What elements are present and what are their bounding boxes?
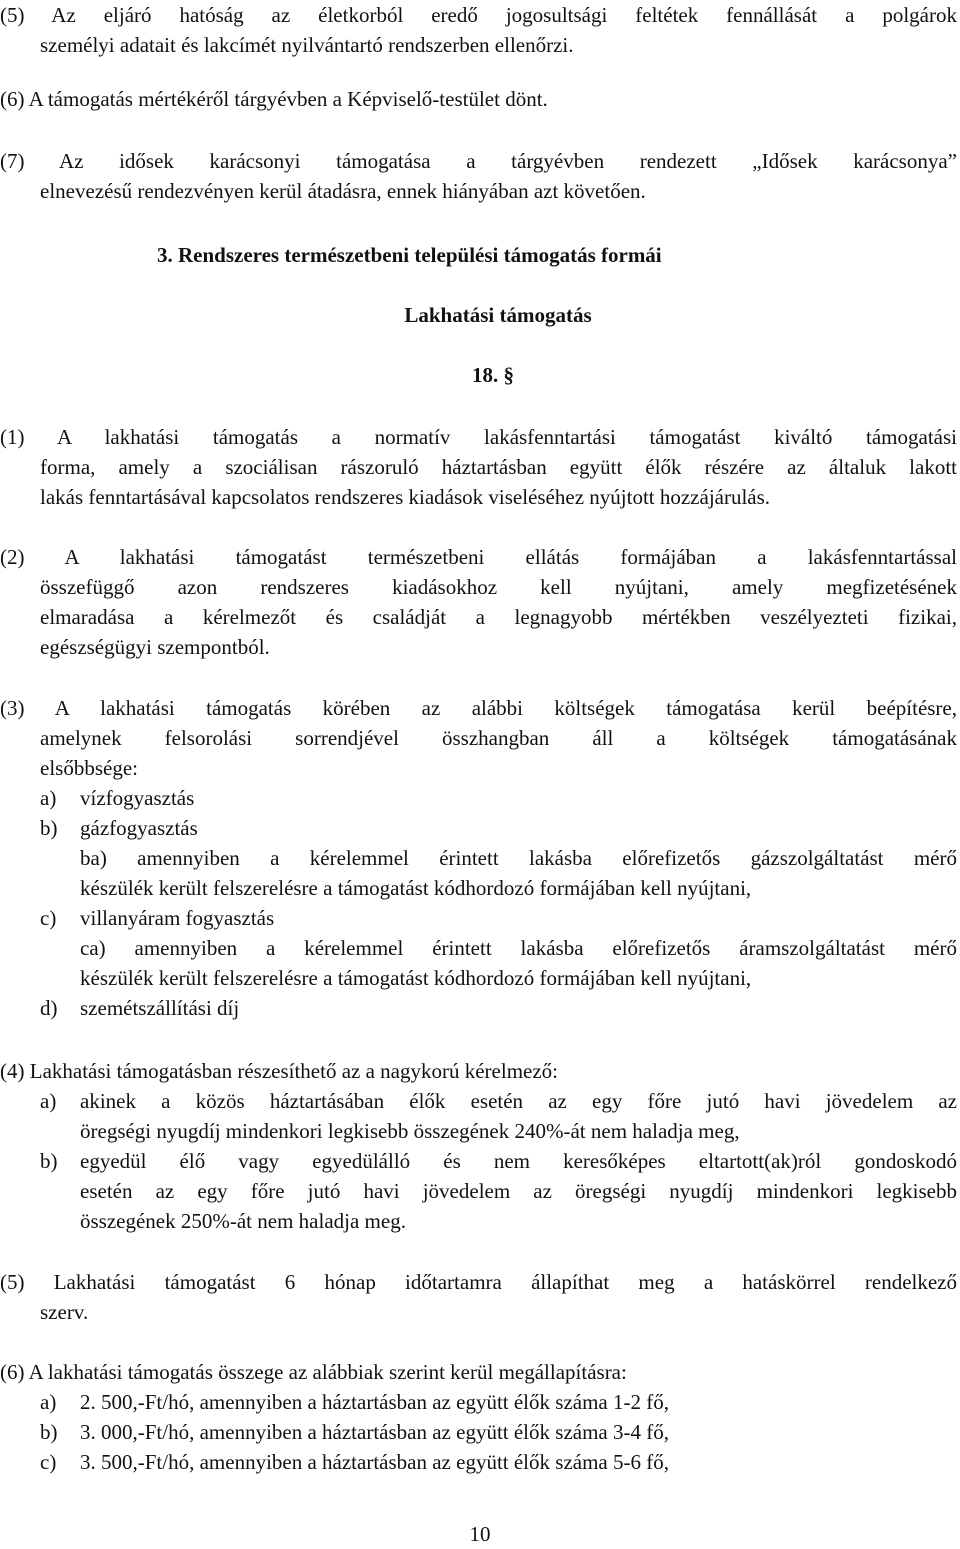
paragraph-line: amelynek felsorolási sorrendjével összhangban áll a költségek támogatásának	[40, 726, 957, 750]
list-item-continuation: esetén az egy főre jutó havi jövedelem az öregségi nyugdíj mindenkori legkisebb	[80, 1179, 957, 1203]
paragraph-line: elsőbbsége:	[40, 756, 138, 780]
list-item-text: szemétszállítási díj	[80, 996, 240, 1020]
paragraph-line: (4) Lakhatási támogatásban részesíthető az a nagykorú kérelmező:	[0, 1059, 559, 1083]
list-item-label: b)	[40, 816, 58, 840]
paragraph-1	[0, 422, 957, 512]
paragraph-line: összefüggő azon rendszeres kiadásokhoz kell nyújtani, amely megfizetésének	[40, 575, 957, 599]
list-item-text: gázfogyasztás	[80, 816, 198, 840]
list-item	[0, 1387, 957, 1417]
list-item-text: 3. 500,-Ft/hó, amennyiben a háztartásban az együtt élők száma 5-6 fő,	[80, 1450, 669, 1474]
section-heading: 3. Rendszeres természetbeni települési támogatás formái	[157, 243, 662, 267]
paragraph-line: elmaradása a kérelmezőt és családját a legnagyobb mértékben veszélyezteti fizikai,	[40, 605, 957, 629]
paragraph-5	[0, 1267, 957, 1327]
list-item-text: 3. 000,-Ft/hó, amennyiben a háztartásban az együtt élők száma 3-4 fő,	[80, 1420, 669, 1444]
paragraph-line: (6) A lakhatási támogatás összege az alábbiak szerint kerül megállapításra:	[0, 1360, 627, 1384]
list-item-text: egyedül élő vagy egyedülálló és nem keresőképes eltartott(ak)ról gondoskodó	[80, 1149, 957, 1173]
list-item	[0, 903, 957, 933]
list-item	[0, 1447, 957, 1477]
paragraph-line: (6) A támogatás mértékéről tárgyévben a Képviselő-testület dönt.	[0, 87, 548, 111]
list-item	[0, 993, 957, 1023]
list-item-label: b)	[40, 1420, 58, 1444]
list-item-text: vízfogyasztás	[80, 786, 195, 810]
paragraph-line: (7) Az idősek karácsonyi támogatása a tárgyévben rendezett „Idősek karácsonya”	[0, 149, 957, 173]
paragraph-6-previous	[0, 84, 957, 114]
sub-item-line: ca) amennyiben a kérelemmel érintett lakásba előrefizetős áramszolgáltatást mérő	[80, 936, 957, 960]
paragraph-line: lakás fenntartásával kapcsolatos rendszeres kiadások viseléséhez nyújtott hozzájárulás.	[40, 485, 771, 509]
list-item-label: b)	[40, 1149, 58, 1173]
list-item-label: d)	[40, 996, 58, 1020]
list-item	[0, 813, 957, 843]
page-number: 10	[469, 1522, 491, 1546]
paragraph-2	[0, 542, 957, 662]
list-item-label: c)	[40, 906, 57, 930]
list-item-text: akinek a közös háztartásában élők esetén az egy főre jutó havi jövedelem az	[80, 1089, 957, 1113]
sub-item-line: ba) amennyiben a kérelemmel érintett lakásba előrefizetős gázszolgáltatást mérő	[80, 846, 957, 870]
paragraph-line: (2) A lakhatási támogatást természetbeni ellátás formájában a lakásfenntartással	[0, 545, 957, 569]
paragraph-7-previous	[0, 146, 957, 206]
paragraph-6	[0, 1357, 957, 1477]
paragraph-line: (3) A lakhatási támogatás körében az alábbi költségek támogatása kerül beépítésre,	[0, 696, 957, 720]
paragraph-line: személyi adatait és lakcímét nyilvántartó rendszerben ellenőrzi.	[40, 33, 574, 57]
list-item-label: c)	[40, 1450, 57, 1474]
list-item	[0, 783, 957, 813]
paragraph-line: (5) Az eljáró hatóság az életkorból eredő jogosultsági feltétek fennállását a polgárok	[0, 3, 957, 27]
paragraph-5-previous	[0, 0, 957, 60]
paragraph-line: (1) A lakhatási támogatás a normatív lakásfenntartási támogatást kiváltó támogatási	[0, 425, 957, 449]
list-item-continuation: öregségi nyugdíj mindenkori legkisebb összegének 240%-át nem haladja meg,	[80, 1119, 740, 1143]
paragraph-line: egészségügyi szempontból.	[40, 635, 270, 659]
section-number: 18. §	[472, 363, 514, 387]
list-item	[0, 1086, 957, 1116]
paragraph-line: (5) Lakhatási támogatást 6 hónap időtartamra állapíthat meg a hatáskörrel rendelkező	[0, 1270, 957, 1294]
list-item-label: a)	[40, 786, 57, 810]
paragraph-3	[0, 693, 957, 1023]
paragraph-line: forma, amely a szociálisan rászoruló háztartásban együtt élők részére az általuk lakott	[40, 455, 957, 479]
list-item-text: 2. 500,-Ft/hó, amennyiben a háztartásban az együtt élők száma 1-2 fő,	[80, 1390, 669, 1414]
sub-item-line: készülék került felszerelésre a támogatást kódhordozó formájában kell nyújtani,	[80, 876, 752, 900]
subheading: Lakhatási támogatás	[404, 303, 592, 327]
list-item	[0, 1146, 957, 1176]
paragraph-4	[0, 1056, 957, 1236]
list-item-label: a)	[40, 1390, 57, 1414]
list-item	[0, 1417, 957, 1447]
list-item-text: villanyáram fogyasztás	[80, 906, 275, 930]
list-item-label: a)	[40, 1089, 57, 1113]
list-item-continuation: összegének 250%-át nem haladja meg.	[80, 1209, 406, 1233]
paragraph-line: elnevezésű rendezvényen kerül átadásra, ennek hiányában azt követően.	[40, 179, 646, 203]
sub-item-line: készülék került felszerelésre a támogatást kódhordozó formájában kell nyújtani,	[80, 966, 752, 990]
paragraph-line: szerv.	[40, 1300, 89, 1324]
